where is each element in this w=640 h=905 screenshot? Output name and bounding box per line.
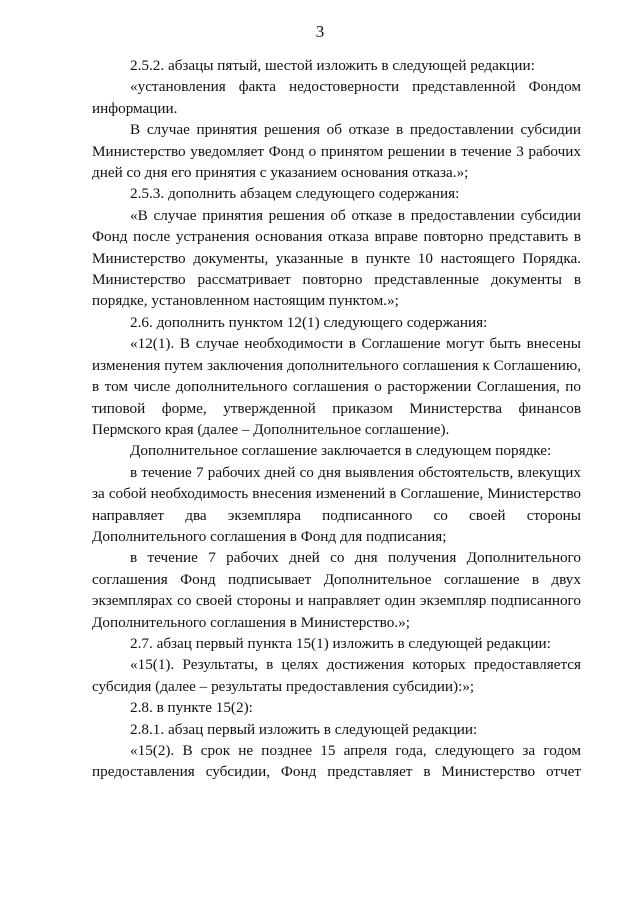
paragraph-ministry-sends: в течение 7 рабочих дней со дня выявления обстоятельств, влекущих за собой необходимость внесения изменений в Соглашение, Министерство направляет два экземпляра подписанного со своей стороны Дополнительного соглашения в Фонд для подписания; <box>92 463 581 545</box>
paragraph-quote-15-1: «15(1). Результаты, в целях достижения которых предоставляется субсидия (далее – результаты предоставления субсидии):»; <box>92 656 581 695</box>
paragraph-quote-unreliable-info: «установления факта недостоверности представленной Фондом информации. <box>92 78 581 117</box>
paragraph-2-7: 2.7. абзац первый пункта 15(1) изложить в следующей редакции: <box>130 634 551 652</box>
paragraph-2-5-2: 2.5.2. абзацы пятый, шестой изложить в следующей редакции: <box>130 57 535 74</box>
paragraph-2-8: 2.8. в пункте 15(2): <box>130 699 253 717</box>
paragraph-refusal-notice: В случае принятия решения об отказе в предоставлении субсидии Министерство уведомляет Фонд о принятом решении в течение 3 рабочих дней со дня его принятия с указанием основания отказа.»; <box>92 121 581 182</box>
paragraph-quote-15-2: «15(2). В срок не позднее 15 апреля года, следующего за годом предоставления субсидии, Фонд представляет в Министерство отчет <box>92 742 581 781</box>
paragraph-supplementary-agreement: Дополнительное соглашение заключается в следующем порядке: <box>130 442 552 460</box>
paragraph-2-6: 2.6. дополнить пунктом 12(1) следующего содержания: <box>130 313 488 331</box>
paragraph-quote-resubmit: «В случае принятия решения об отказе в предоставлении субсидии Фонд после устранения основания отказа вправе повторно представить в Министерство документы, указанные в пункте 10 настоящего Порядка. Министерство рассматривает повторно представленные документы в порядке, установленном настоящим пунктом.»; <box>92 206 581 310</box>
paragraph-fund-signs: в течение 7 рабочих дней со дня получения Дополнительного соглашения Фонд подписывает Дополнительное соглашение в двух экземплярах со своей стороны и направляет один экземпляр подписанного Дополнительного соглашения в Министерство.»; <box>92 549 581 631</box>
paragraph-2-8-1: 2.8.1. абзац первый изложить в следующей редакции: <box>130 720 478 738</box>
document-body <box>92 55 581 783</box>
paragraph-quote-12-1: «12(1). В случае необходимости в Соглашение могут быть внесены изменения путем заключения дополнительного соглашения к Соглашению, в том числе дополнительного соглашения о расторжении Соглашения, по типовой форме, утвержденной приказом Министерства финансов Пермского края (далее – Дополнительное соглашение). <box>92 335 581 438</box>
page-number: 3 <box>315 22 325 41</box>
paragraph-2-5-3: 2.5.3. дополнить абзацем следующего содержания: <box>130 185 460 203</box>
